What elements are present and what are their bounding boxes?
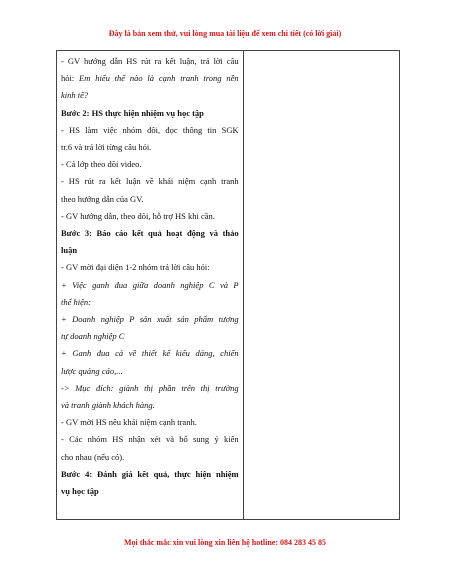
- text-line: và tranh giành khách hàng.: [61, 400, 155, 411]
- table-row: [57, 51, 400, 520]
- text-line: + Doanh nghiệp P sản xuất sản phẩm tương: [61, 314, 239, 325]
- text-line-plain: hỏi:: [61, 73, 80, 84]
- text-line: theo hướng dẫn của GV.: [61, 193, 144, 204]
- lesson-table: [56, 50, 400, 520]
- text-line: Bước 3: Báo cáo kết quả hoạt động và thảo: [61, 228, 239, 239]
- text-line: kinh tế?: [61, 90, 89, 101]
- text-line: + Việc ganh đua giữa doanh nghiệp C và P: [61, 279, 239, 290]
- text-line-italic: Em hiểu thế nào là cạnh tranh trong nền: [79, 73, 239, 84]
- preview-notice-banner: Đây là bản xem thử, vui lòng mua tài liệu để xem chi tiết (có lời giải): [108, 29, 342, 38]
- text-line: - Các nhóm HS nhận xét và bổ sung ý kiến: [61, 434, 239, 445]
- empty-cell: [243, 51, 399, 520]
- text-line: - HS làm việc nhóm đôi, đọc thông tin SGK: [61, 124, 239, 135]
- text-line: Bước 4: Đánh giá kết quả, thực hiện nhiệm: [61, 468, 239, 479]
- text-line: vụ học tập: [61, 486, 99, 497]
- text-line: - GV hướng dẫn, theo dõi, hỗ trợ HS khi cần.: [61, 210, 215, 221]
- text-line: thể hiện:: [61, 296, 91, 307]
- text-line: - HS rút ra kết luận về khái niệm cạnh tranh: [61, 176, 239, 187]
- text-line: tự doanh nghiệp C: [61, 331, 125, 342]
- activity-cell: [57, 51, 244, 520]
- hotline-banner: Mọi thắc mắc xin vui lòng xin liên hệ hotline: 084 283 45 85: [123, 538, 326, 547]
- text-line: [61, 70, 239, 87]
- text-line: + Ganh đua cả về thiết kế kiểu dáng, chiến: [61, 348, 239, 359]
- text-line: Bước 2: HS thực hiện nhiệm vụ học tập: [61, 107, 204, 118]
- text-line: - GV hướng dẫn HS rút ra kết luận, trả lời câu: [61, 56, 239, 66]
- text-line: -> Mục đích: giành thị phần trên thị trường: [61, 382, 239, 393]
- text-line: lược quảng cáo,...: [61, 365, 123, 376]
- text-line: - GV mời HS nêu khái niệm cạnh tranh.: [61, 417, 197, 428]
- text-line: cho nhau (nếu có).: [61, 451, 125, 462]
- text-line: tr.6 và trả lời từng câu hỏi.: [61, 142, 152, 153]
- text-line: - GV mời đại diện 1-2 nhóm trả lời câu hỏi:: [61, 262, 210, 273]
- activity-text: [57, 51, 243, 500]
- text-line: - Cả lớp theo dõi video.: [61, 159, 142, 170]
- text-line: luận: [61, 245, 78, 256]
